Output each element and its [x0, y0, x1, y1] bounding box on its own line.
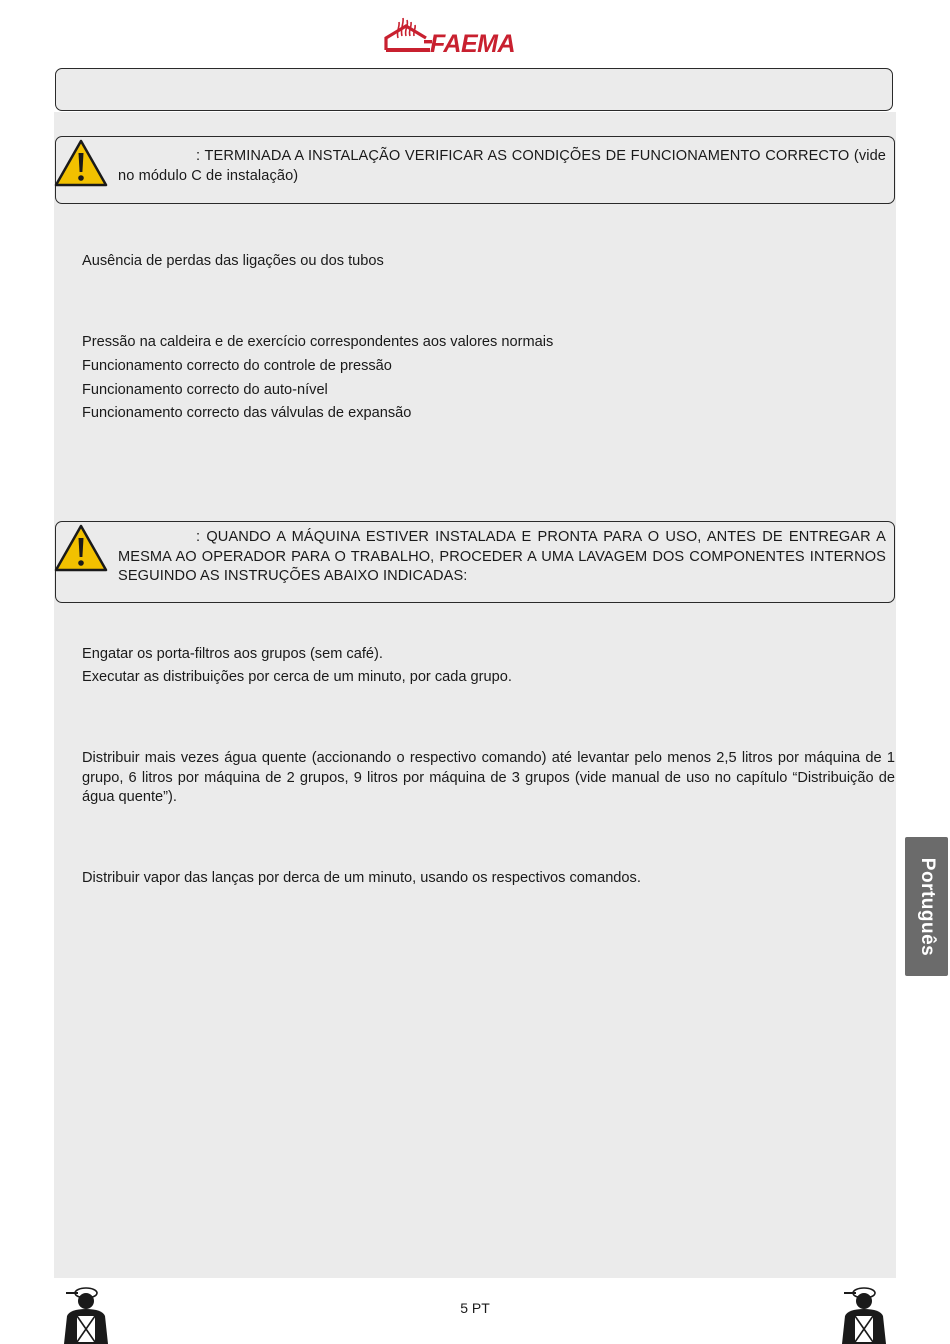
- warning-box-installation: [55, 136, 895, 204]
- content-area: [54, 112, 896, 1278]
- technician-icon: [58, 1284, 114, 1344]
- technician-icon: [836, 1284, 892, 1344]
- warning-text: : QUANDO A MÁQUINA ESTIVER INSTALADA E PRONTA PARA O USO, ANTES DE ENTREGAR A MESMA AO OPERADOR PARA O TRABALHO, PROCEDER A UMA LAVAGEM DOS COMPONENTES INTERNOS SEGUINDO AS INSTRUÇÕES ABAIXO INDICADAS:: [118, 529, 886, 584]
- wash-step: Executar as distribuições por cerca de um minuto, por cada grupo.: [82, 669, 512, 685]
- warning-triangle-icon: [54, 524, 108, 572]
- warning-triangle-icon: [54, 139, 108, 187]
- svg-text:FAEMA: FAEMA: [430, 30, 515, 56]
- warning-text: : TERMINADA A INSTALAÇÃO VERIFICAR AS CONDIÇÕES DE FUNCIONAMENTO CORRECTO (vide no módulo C de instalação): [118, 148, 886, 184]
- check-item: Funcionamento correcto do controle de pressão: [82, 358, 392, 374]
- wash-step: Engatar os porta-filtros aos grupos (sem café).: [82, 646, 383, 662]
- page-number: 5 PT: [460, 1300, 490, 1316]
- check-item: Ausência de perdas das ligações ou dos tubos: [82, 253, 384, 269]
- faema-logo: [384, 14, 566, 56]
- language-tab-label: Português: [916, 857, 938, 956]
- check-item: Pressão na caldeira e de exercício correspondentes aos valores normais: [82, 334, 554, 350]
- check-item: Funcionamento correcto do auto-nível: [82, 382, 328, 398]
- warning-box-washing: [55, 521, 895, 603]
- check-item: Funcionamento correcto das válvulas de expansão: [82, 405, 412, 421]
- wash-steam-paragraph: Distribuir vapor das lanças por derca de um minuto, usando os respectivos comandos.: [82, 870, 641, 886]
- faema-logo-graphic: [384, 14, 566, 56]
- section-title-box: [55, 68, 893, 111]
- wash-water-paragraph: Distribuir mais vezes água quente (accionando o respectivo comando) até levantar pelo menos 2,5 litros por máquina de 1 grupo, 6 litros por máquina de 2 grupos, 9 litros por máquina de 3 grupos (vide manual de uso no capítulo “Distribuição de água quente”).: [82, 750, 895, 805]
- language-tab[interactable]: [905, 837, 948, 976]
